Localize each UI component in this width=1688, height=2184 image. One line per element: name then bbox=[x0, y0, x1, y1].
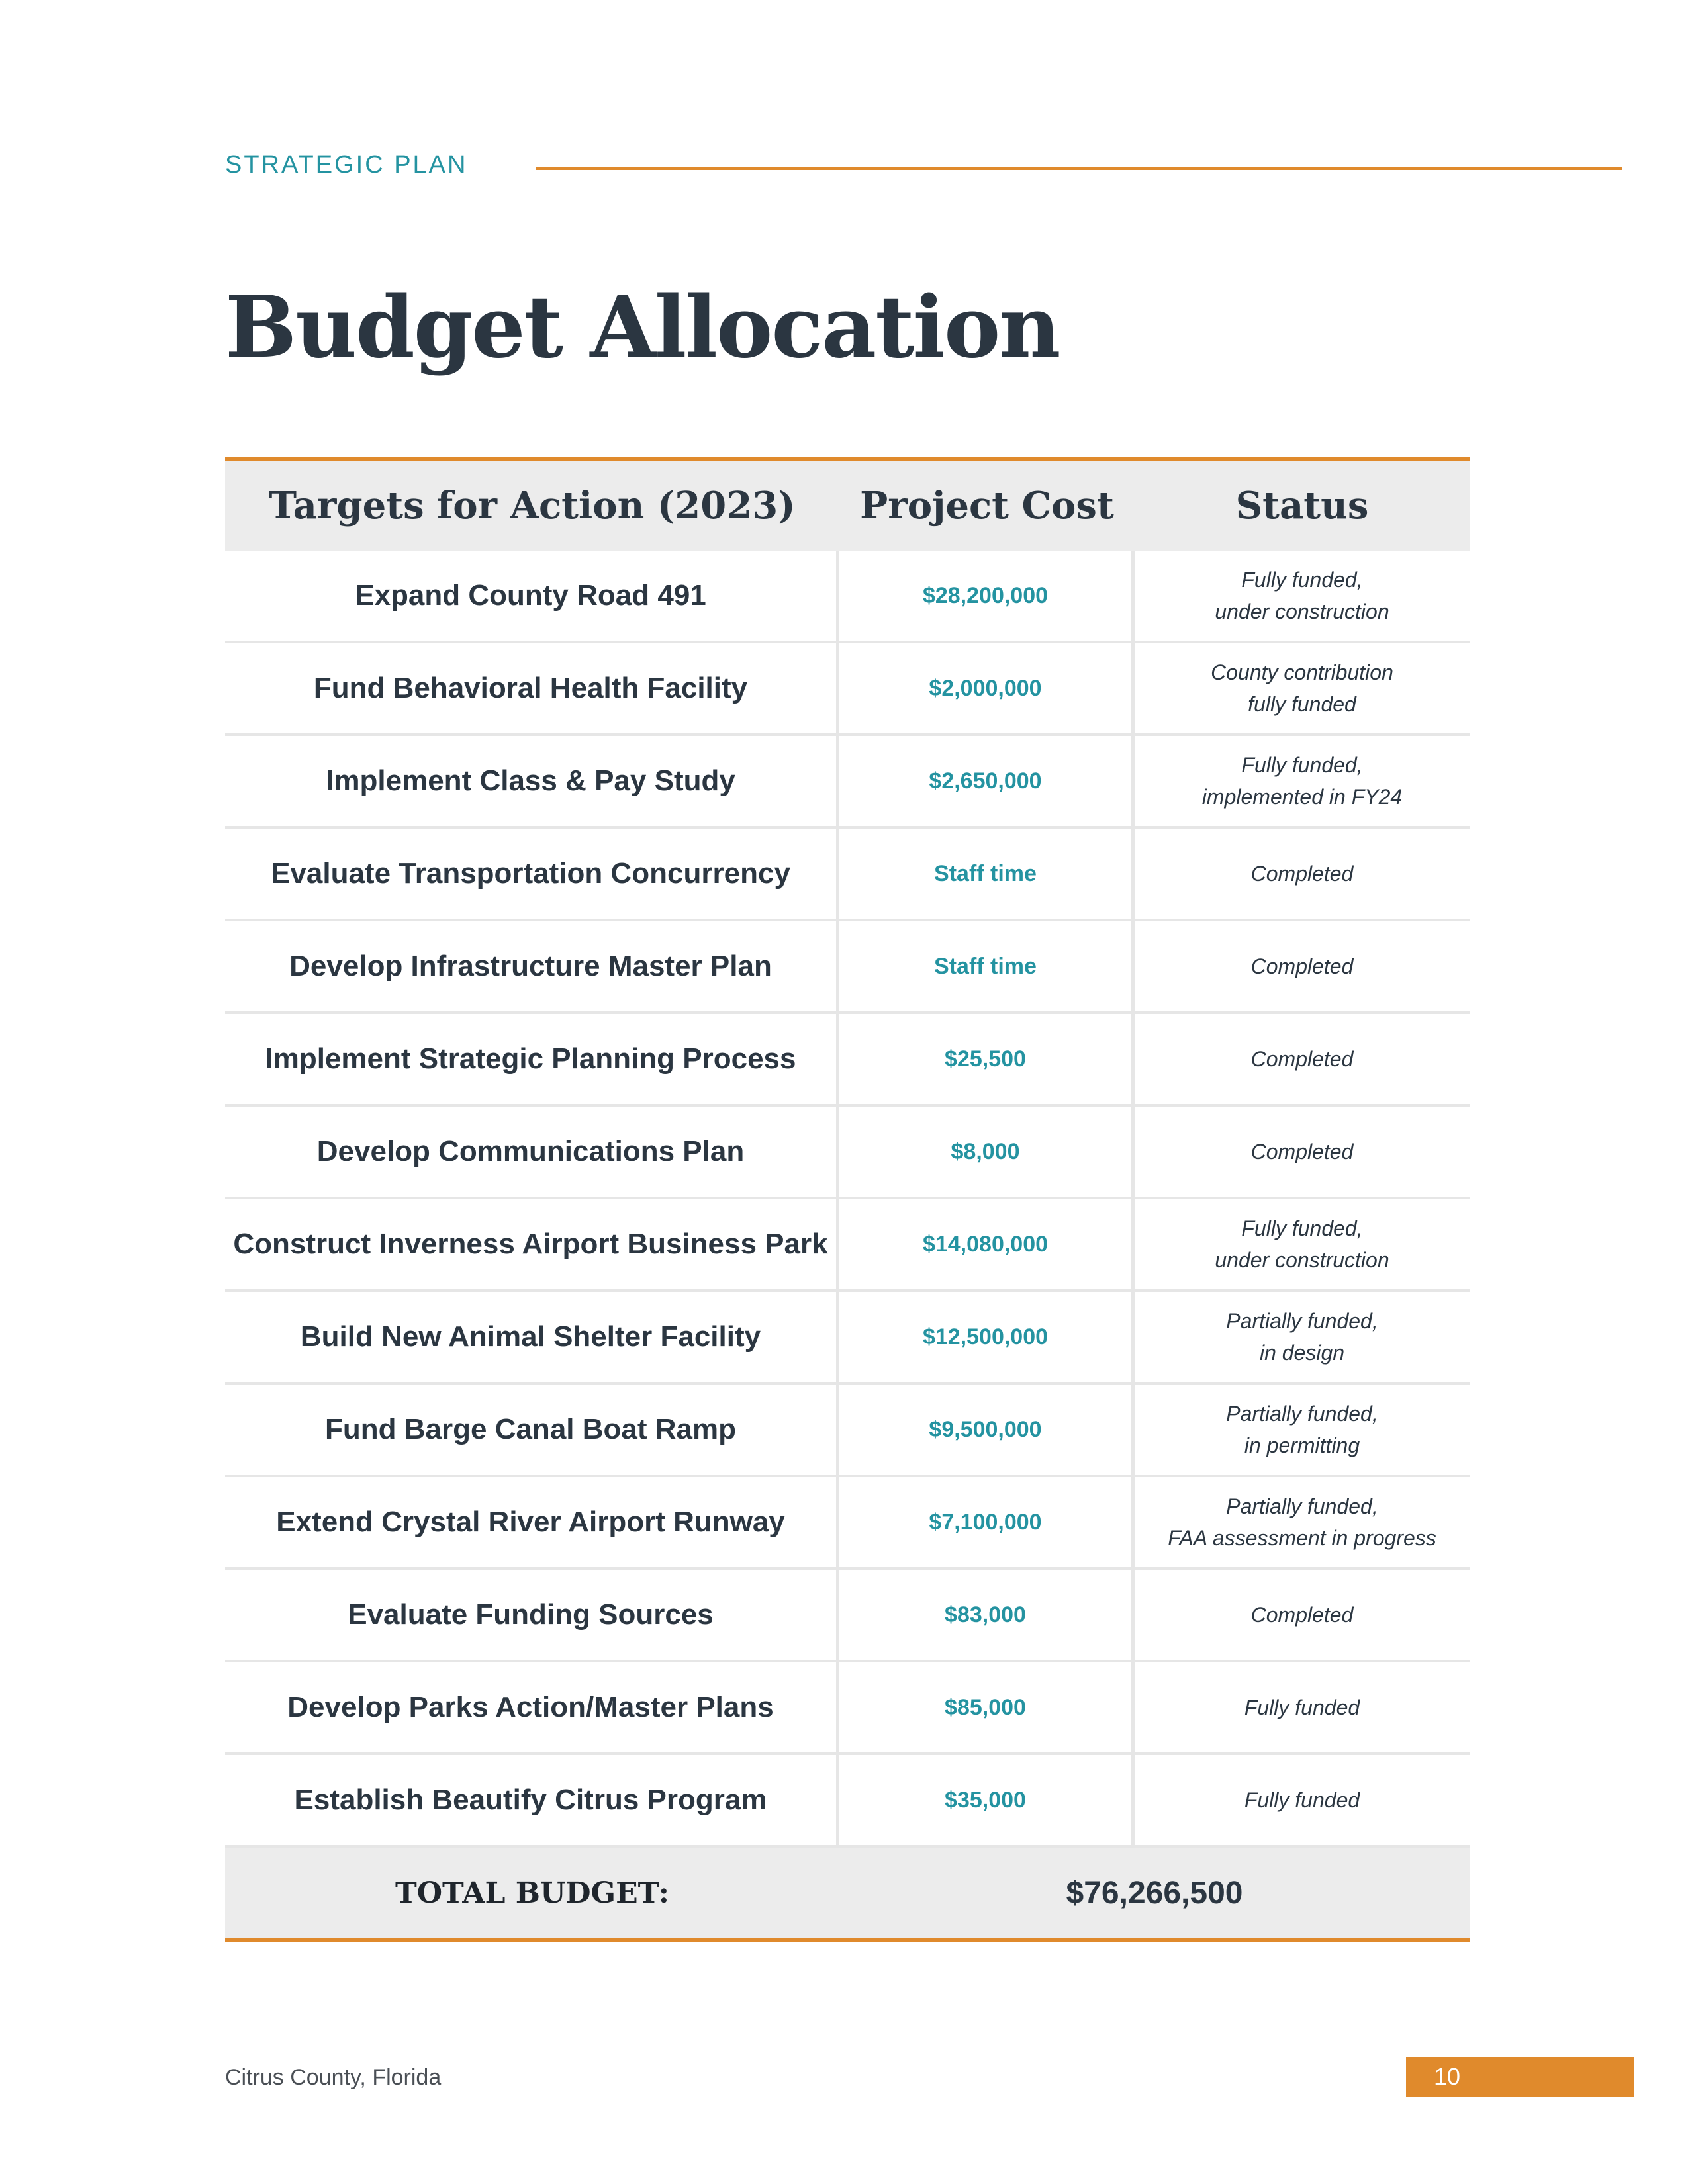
table-row bbox=[225, 643, 1470, 736]
status-cell: Fully funded, implemented in FY24 bbox=[1201, 753, 1403, 809]
section-label: STRATEGIC PLAN bbox=[225, 151, 468, 179]
status-cell: Completed bbox=[1250, 1047, 1354, 1071]
table-row bbox=[225, 921, 1470, 1014]
status-cell: Completed bbox=[1250, 1603, 1354, 1627]
cost-cell: $35,000 bbox=[839, 1755, 1135, 1845]
status-cell: Completed bbox=[1250, 954, 1354, 978]
cost-cell: $8,000 bbox=[839, 1107, 1135, 1197]
total-row bbox=[225, 1848, 1470, 1942]
total-label: TOTAL BUDGET: bbox=[395, 1876, 670, 1910]
header-rule bbox=[536, 167, 1622, 170]
status-cell: Partially funded, FAA assessment in progress bbox=[1168, 1494, 1436, 1550]
status-cell: Fully funded bbox=[1244, 1788, 1360, 1812]
cost-cell: $14,080,000 bbox=[839, 1199, 1135, 1289]
target-cell: Implement Class & Pay Study bbox=[225, 736, 839, 826]
status-cell: Partially funded, in design bbox=[1226, 1309, 1378, 1365]
target-cell: Expand County Road 491 bbox=[225, 551, 839, 641]
status-cell: Partially funded, in permitting bbox=[1226, 1402, 1378, 1457]
target-cell: Evaluate Funding Sources bbox=[225, 1570, 839, 1660]
cost-cell: $12,500,000 bbox=[839, 1292, 1135, 1382]
status-cell: Fully funded, under construction bbox=[1215, 568, 1389, 623]
column-header-cost: Project Cost bbox=[860, 484, 1114, 527]
cost-cell: $28,200,000 bbox=[839, 551, 1135, 641]
target-cell: Develop Infrastructure Master Plan bbox=[225, 921, 839, 1011]
cost-cell: $2,650,000 bbox=[839, 736, 1135, 826]
cost-cell: $7,100,000 bbox=[839, 1477, 1135, 1567]
footer-location: Citrus County, Florida bbox=[225, 2065, 442, 2090]
table-body bbox=[225, 551, 1470, 1848]
target-cell: Fund Behavioral Health Facility bbox=[225, 643, 839, 733]
status-cell: Fully funded, under construction bbox=[1215, 1216, 1389, 1272]
total-value: $76,266,500 bbox=[1066, 1875, 1243, 1911]
budget-table bbox=[225, 457, 1470, 1942]
target-cell: Implement Strategic Planning Process bbox=[225, 1014, 839, 1104]
table-row bbox=[225, 1014, 1470, 1107]
table-header-row bbox=[225, 461, 1470, 551]
target-cell: Evaluate Transportation Concurrency bbox=[225, 829, 839, 919]
target-cell: Develop Communications Plan bbox=[225, 1107, 839, 1197]
status-cell: Completed bbox=[1250, 1140, 1354, 1163]
table-row bbox=[225, 1292, 1470, 1385]
table-row bbox=[225, 1755, 1470, 1848]
target-cell: Establish Beautify Citrus Program bbox=[225, 1755, 839, 1845]
target-cell: Fund Barge Canal Boat Ramp bbox=[225, 1385, 839, 1475]
table-row bbox=[225, 1662, 1470, 1755]
cost-cell: Staff time bbox=[839, 829, 1135, 919]
status-cell: Fully funded bbox=[1244, 1696, 1360, 1719]
cost-cell: Staff time bbox=[839, 921, 1135, 1011]
target-cell: Build New Animal Shelter Facility bbox=[225, 1292, 839, 1382]
table-row bbox=[225, 736, 1470, 829]
cost-cell: $9,500,000 bbox=[839, 1385, 1135, 1475]
page-number: 10 bbox=[1406, 2057, 1634, 2097]
table-row bbox=[225, 1570, 1470, 1662]
cost-cell: $25,500 bbox=[839, 1014, 1135, 1104]
cost-cell: $2,000,000 bbox=[839, 643, 1135, 733]
table-row bbox=[225, 1385, 1470, 1477]
table-row bbox=[225, 551, 1470, 643]
page-title: Budget Allocation bbox=[225, 278, 1060, 377]
table-row bbox=[225, 1199, 1470, 1292]
table-row bbox=[225, 829, 1470, 921]
table-row bbox=[225, 1107, 1470, 1199]
target-cell: Extend Crystal River Airport Runway bbox=[225, 1477, 839, 1567]
status-cell: County contribution fully funded bbox=[1211, 660, 1393, 716]
status-cell: Completed bbox=[1250, 862, 1354, 886]
cost-cell: $83,000 bbox=[839, 1570, 1135, 1660]
column-header-target: Targets for Action (2023) bbox=[269, 484, 796, 527]
section-header bbox=[225, 151, 1648, 191]
target-cell: Construct Inverness Airport Business Park bbox=[225, 1199, 839, 1289]
cost-cell: $85,000 bbox=[839, 1662, 1135, 1752]
target-cell: Develop Parks Action/Master Plans bbox=[225, 1662, 839, 1752]
table-row bbox=[225, 1477, 1470, 1570]
column-header-status: Status bbox=[1235, 484, 1369, 527]
